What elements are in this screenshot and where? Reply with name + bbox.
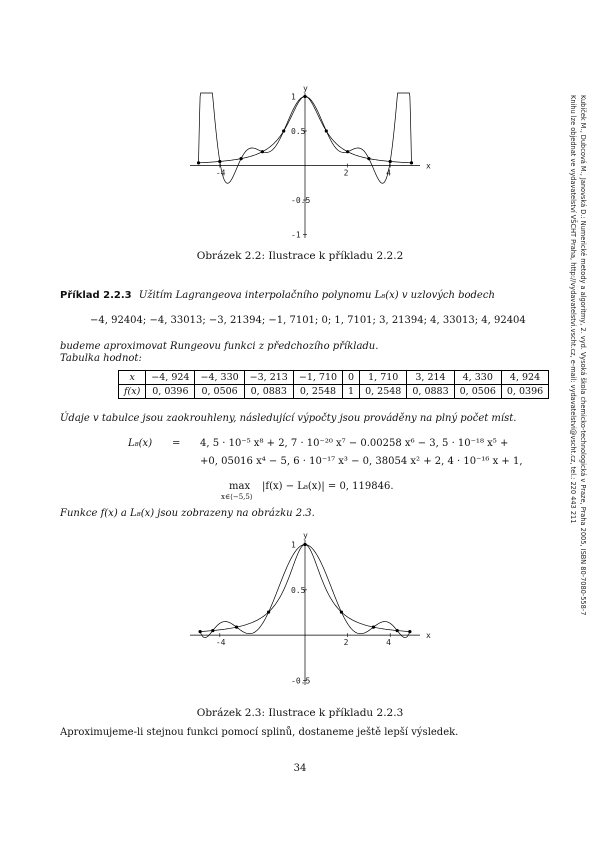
functions-text: Funkce f(x) a L₈(x) jsou zobrazeny na obrázku 2.3.	[60, 508, 315, 519]
formula-eq: =	[172, 438, 181, 449]
node-point	[303, 543, 306, 546]
table-cell: 4, 924	[501, 371, 548, 385]
table-cell: −4, 924	[146, 371, 195, 385]
node-point	[389, 160, 392, 163]
x-tick-label: 2	[343, 168, 349, 178]
table-cell: 3, 214	[407, 371, 454, 385]
figure-2-2-caption: Obrázek 2.2: Ilustrace k příkladu 2.2.2	[196, 250, 404, 262]
table-cell: 0	[343, 371, 360, 385]
figure-2-3	[170, 532, 440, 692]
node-point	[211, 629, 214, 632]
table-cell: 0, 0506	[454, 385, 501, 399]
x-tick-label: -4	[215, 168, 226, 178]
formula-max: max	[229, 481, 251, 492]
node-point	[218, 160, 221, 163]
node-point	[408, 630, 411, 633]
example-nodes: −4, 92404; −4, 33013; −3, 21394; −1, 7101; 0; 1, 7101; 3, 21394; 4, 33013; 4, 92404	[90, 315, 526, 326]
table-cell: 0, 2548	[293, 385, 342, 399]
table-cell: 0, 0396	[146, 385, 195, 399]
table-row	[119, 371, 549, 385]
node-point	[267, 610, 270, 613]
side-note	[560, 95, 588, 640]
node-point	[410, 161, 413, 164]
node-point	[346, 150, 349, 153]
formula-max-rhs: |f(x) − L₈(x)| = 0, 119846.	[262, 481, 394, 492]
formula-max-sub: x∈⟨−5,5⟩	[221, 493, 253, 501]
table-row	[119, 385, 549, 399]
table-cell: −4, 330	[195, 371, 244, 385]
node-point	[240, 157, 243, 160]
node-point	[199, 630, 202, 633]
y-tick-label: 0.5	[291, 585, 306, 595]
example-heading	[60, 289, 540, 302]
y-tick-label: -1	[291, 230, 301, 240]
closing-text: Aproximujeme-li stejnou funkci pomocí splinů, dostaneme ještě lepší výsledek.	[60, 727, 459, 738]
y-tick-label: 0.5	[291, 126, 306, 136]
formula-line2: +0, 05016 x⁴ − 5, 6 · 10⁻¹⁷ x³ − 0, 38054 x² + 2, 4 · 10⁻¹⁶ x + 1,	[200, 456, 523, 467]
y-tick-label: -0.5	[291, 676, 311, 686]
x-tick-label: 4	[386, 168, 392, 178]
node-point	[261, 150, 264, 153]
table-cell: 1	[343, 385, 360, 399]
y-axis-label: y	[303, 85, 308, 93]
y-tick-label: -0.5	[291, 196, 311, 206]
node-point	[303, 95, 306, 98]
node-point	[372, 626, 375, 629]
node-point	[197, 161, 200, 164]
y-tick-label: 1	[291, 92, 296, 102]
table-cell: 0, 0883	[244, 385, 293, 399]
table-cell: 0, 2548	[360, 385, 407, 399]
table-header-cell: f(x)	[119, 385, 146, 399]
node-point	[367, 157, 370, 160]
node-point	[340, 610, 343, 613]
table-cell: 0, 0396	[501, 385, 548, 399]
x-axis-label: x	[426, 631, 431, 641]
node-point	[235, 626, 238, 629]
table-cell: −1, 710	[293, 371, 342, 385]
values-table	[118, 370, 549, 399]
example-text2: budeme aproximovat Rungeovu funkci z předchozího příkladu.	[60, 341, 379, 352]
example-text: Užitím Lagrangeova interpolačního polynomu L₈(x) v uzlových bodech	[138, 290, 495, 301]
x-tick-label: -4	[215, 638, 226, 648]
table-cell: 1, 710	[360, 371, 407, 385]
formula-line1: 4, 5 · 10⁻⁵ x⁸ + 2, 7 · 10⁻²⁰ x⁷ − 0.00258 x⁶ − 3, 5 · 10⁻¹⁸ x⁵ +	[200, 438, 509, 449]
x-tick-label: 2	[343, 638, 349, 648]
table-cell: 4, 330	[454, 371, 501, 385]
node-point	[325, 129, 328, 132]
x-axis-label: x	[426, 161, 431, 171]
side-note-line2: Knihu lze objednat ve vydavatelství VŠCHT Praha, http://vydavatelstvi.vscht.cz, e-mail: vydavatelstvi@vscht.cz, tel.: 220 443 211	[569, 95, 577, 524]
rounding-note: Údaje v tabulce jsou zaokrouhleny, následující výpočty jsou prováděny na plný počet míst.	[60, 413, 517, 424]
node-point	[396, 629, 399, 632]
formula-lhs: L₈(x)	[128, 438, 153, 449]
node-point	[282, 129, 285, 132]
table-cell: 0, 0506	[195, 385, 244, 399]
page-number: 34	[293, 763, 307, 774]
y-axis-label: y	[303, 532, 308, 540]
figure-2-2	[170, 85, 440, 245]
side-note-line1: Kubíček M., Dubcová M., Janovská D.: Numerické metody a algoritmy, 2. vyd. Vysoká škola chemicko-technologická v Praze, Praha 2005, ISBN 80-7080-558-7	[579, 95, 587, 616]
x-tick-label: 4	[386, 638, 392, 648]
table-title: Tabulka hodnot:	[60, 353, 142, 364]
table-cell: −3, 213	[244, 371, 293, 385]
table-header-cell: x	[119, 371, 146, 385]
table-cell: 0, 0883	[407, 385, 454, 399]
example-label: Příklad 2.2.3	[60, 290, 132, 301]
y-tick-label: 1	[291, 540, 296, 550]
figure-2-3-caption: Obrázek 2.3: Ilustrace k příkladu 2.2.3	[196, 707, 404, 719]
